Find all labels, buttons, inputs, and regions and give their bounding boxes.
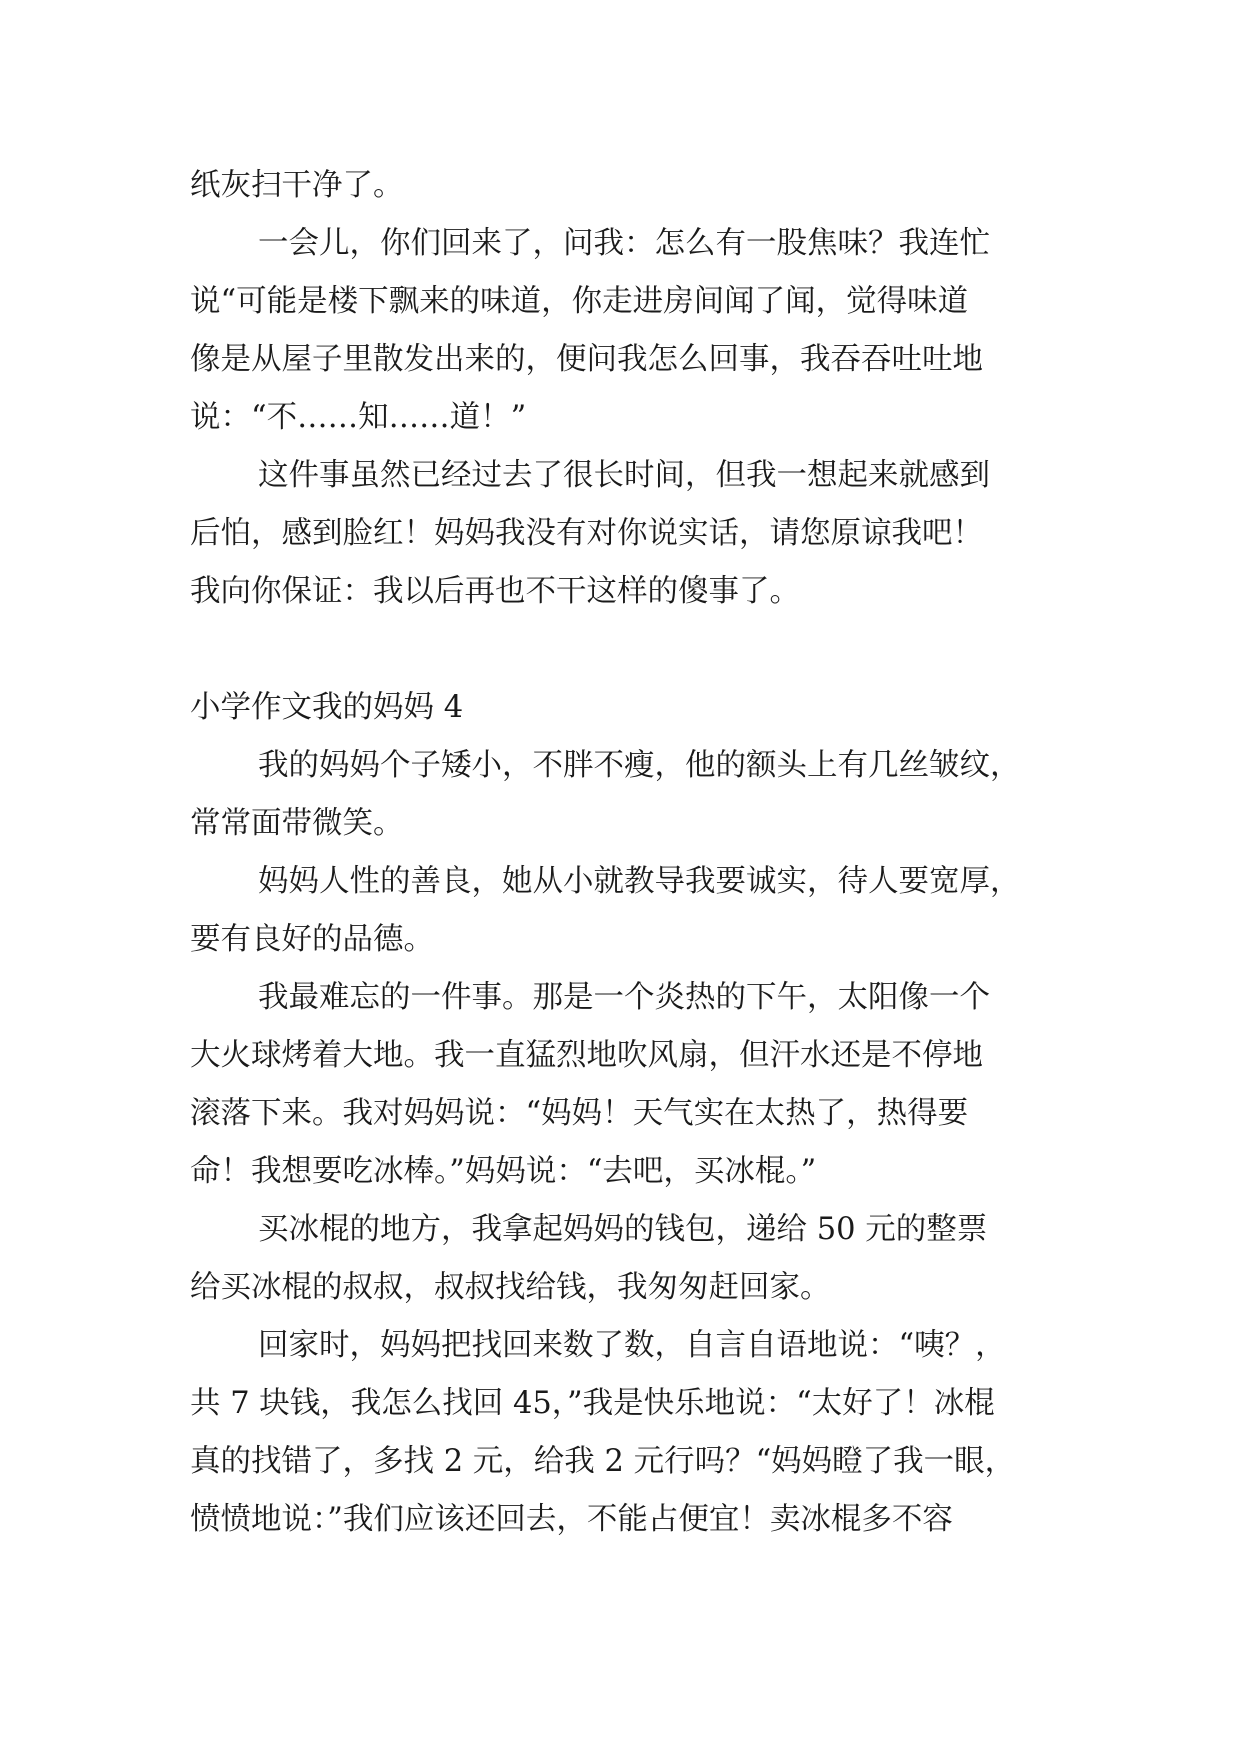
paragraph-line: 我的妈妈个子矮小，不胖不瘦，他的额头上有几丝皱纹， — [258, 748, 1021, 783]
paragraph-line: 常常面带微笑。 — [190, 806, 404, 841]
paragraph-line: 愤愤地说：”我们应该还回去，不能占便宜！卖冰棍多不容 — [190, 1502, 953, 1537]
paragraph-line: 买冰棍的地方，我拿起妈妈的钱包，递给 50 元的整票 — [258, 1212, 988, 1247]
paragraph-line: 回家时，妈妈把找回来数了数，自言自语地说：“咦？， — [258, 1328, 1006, 1363]
paragraph-line: 滚落下来。我对妈妈说：“妈妈！天气实在太热了，热得要 — [190, 1096, 969, 1131]
paragraph-line: 共 7 块钱，我怎么找回 45，”我是快乐地说：“太好了！冰棍 — [190, 1386, 995, 1421]
paragraph-line: 给买冰棍的叔叔，叔叔找给钱，我匆匆赶回家。 — [190, 1270, 831, 1305]
section-title: 小学作文我的妈妈 4 — [190, 690, 464, 725]
paragraph-line: 要有良好的品德。 — [190, 922, 434, 957]
paragraph-line: 命！我想要吃冰棒。”妈妈说：“去吧，买冰棍。” — [190, 1154, 817, 1189]
paragraph-line: 这件事虽然已经过去了很长时间，但我一想起来就感到 — [258, 458, 990, 493]
paragraph-line: 后怕，感到脸红！妈妈我没有对你说实话，请您原谅我吧！ — [190, 516, 983, 551]
paragraph-line: 一会儿，你们回来了，问我：怎么有一股焦味？我连忙 — [258, 226, 990, 261]
paragraph-line: 我最难忘的一件事。那是一个炎热的下午，太阳像一个 — [258, 980, 990, 1015]
paragraph-line: 说“可能是楼下飘来的味道，你走进房间闻了闻，觉得味道 — [190, 284, 969, 319]
paragraph-line: 说：“不……知……道！” — [190, 400, 527, 435]
paragraph-line: 真的找错了，多找 2 元，给我 2 元行吗？“妈妈瞪了我一眼， — [190, 1444, 1016, 1479]
paragraph-line: 大火球烤着大地。我一直猛烈地吹风扇，但汗水还是不停地 — [190, 1038, 983, 1073]
paragraph-line: 我向你保证：我以后再也不干这样的傻事了。 — [190, 574, 800, 609]
paragraph-line: 像是从屋子里散发出来的，便问我怎么回事，我吞吞吐吐地 — [190, 342, 983, 377]
paragraph-line: 纸灰扫干净了。 — [190, 168, 404, 203]
paragraph-line: 妈妈人性的善良，她从小就教导我要诚实，待人要宽厚， — [258, 864, 1021, 899]
